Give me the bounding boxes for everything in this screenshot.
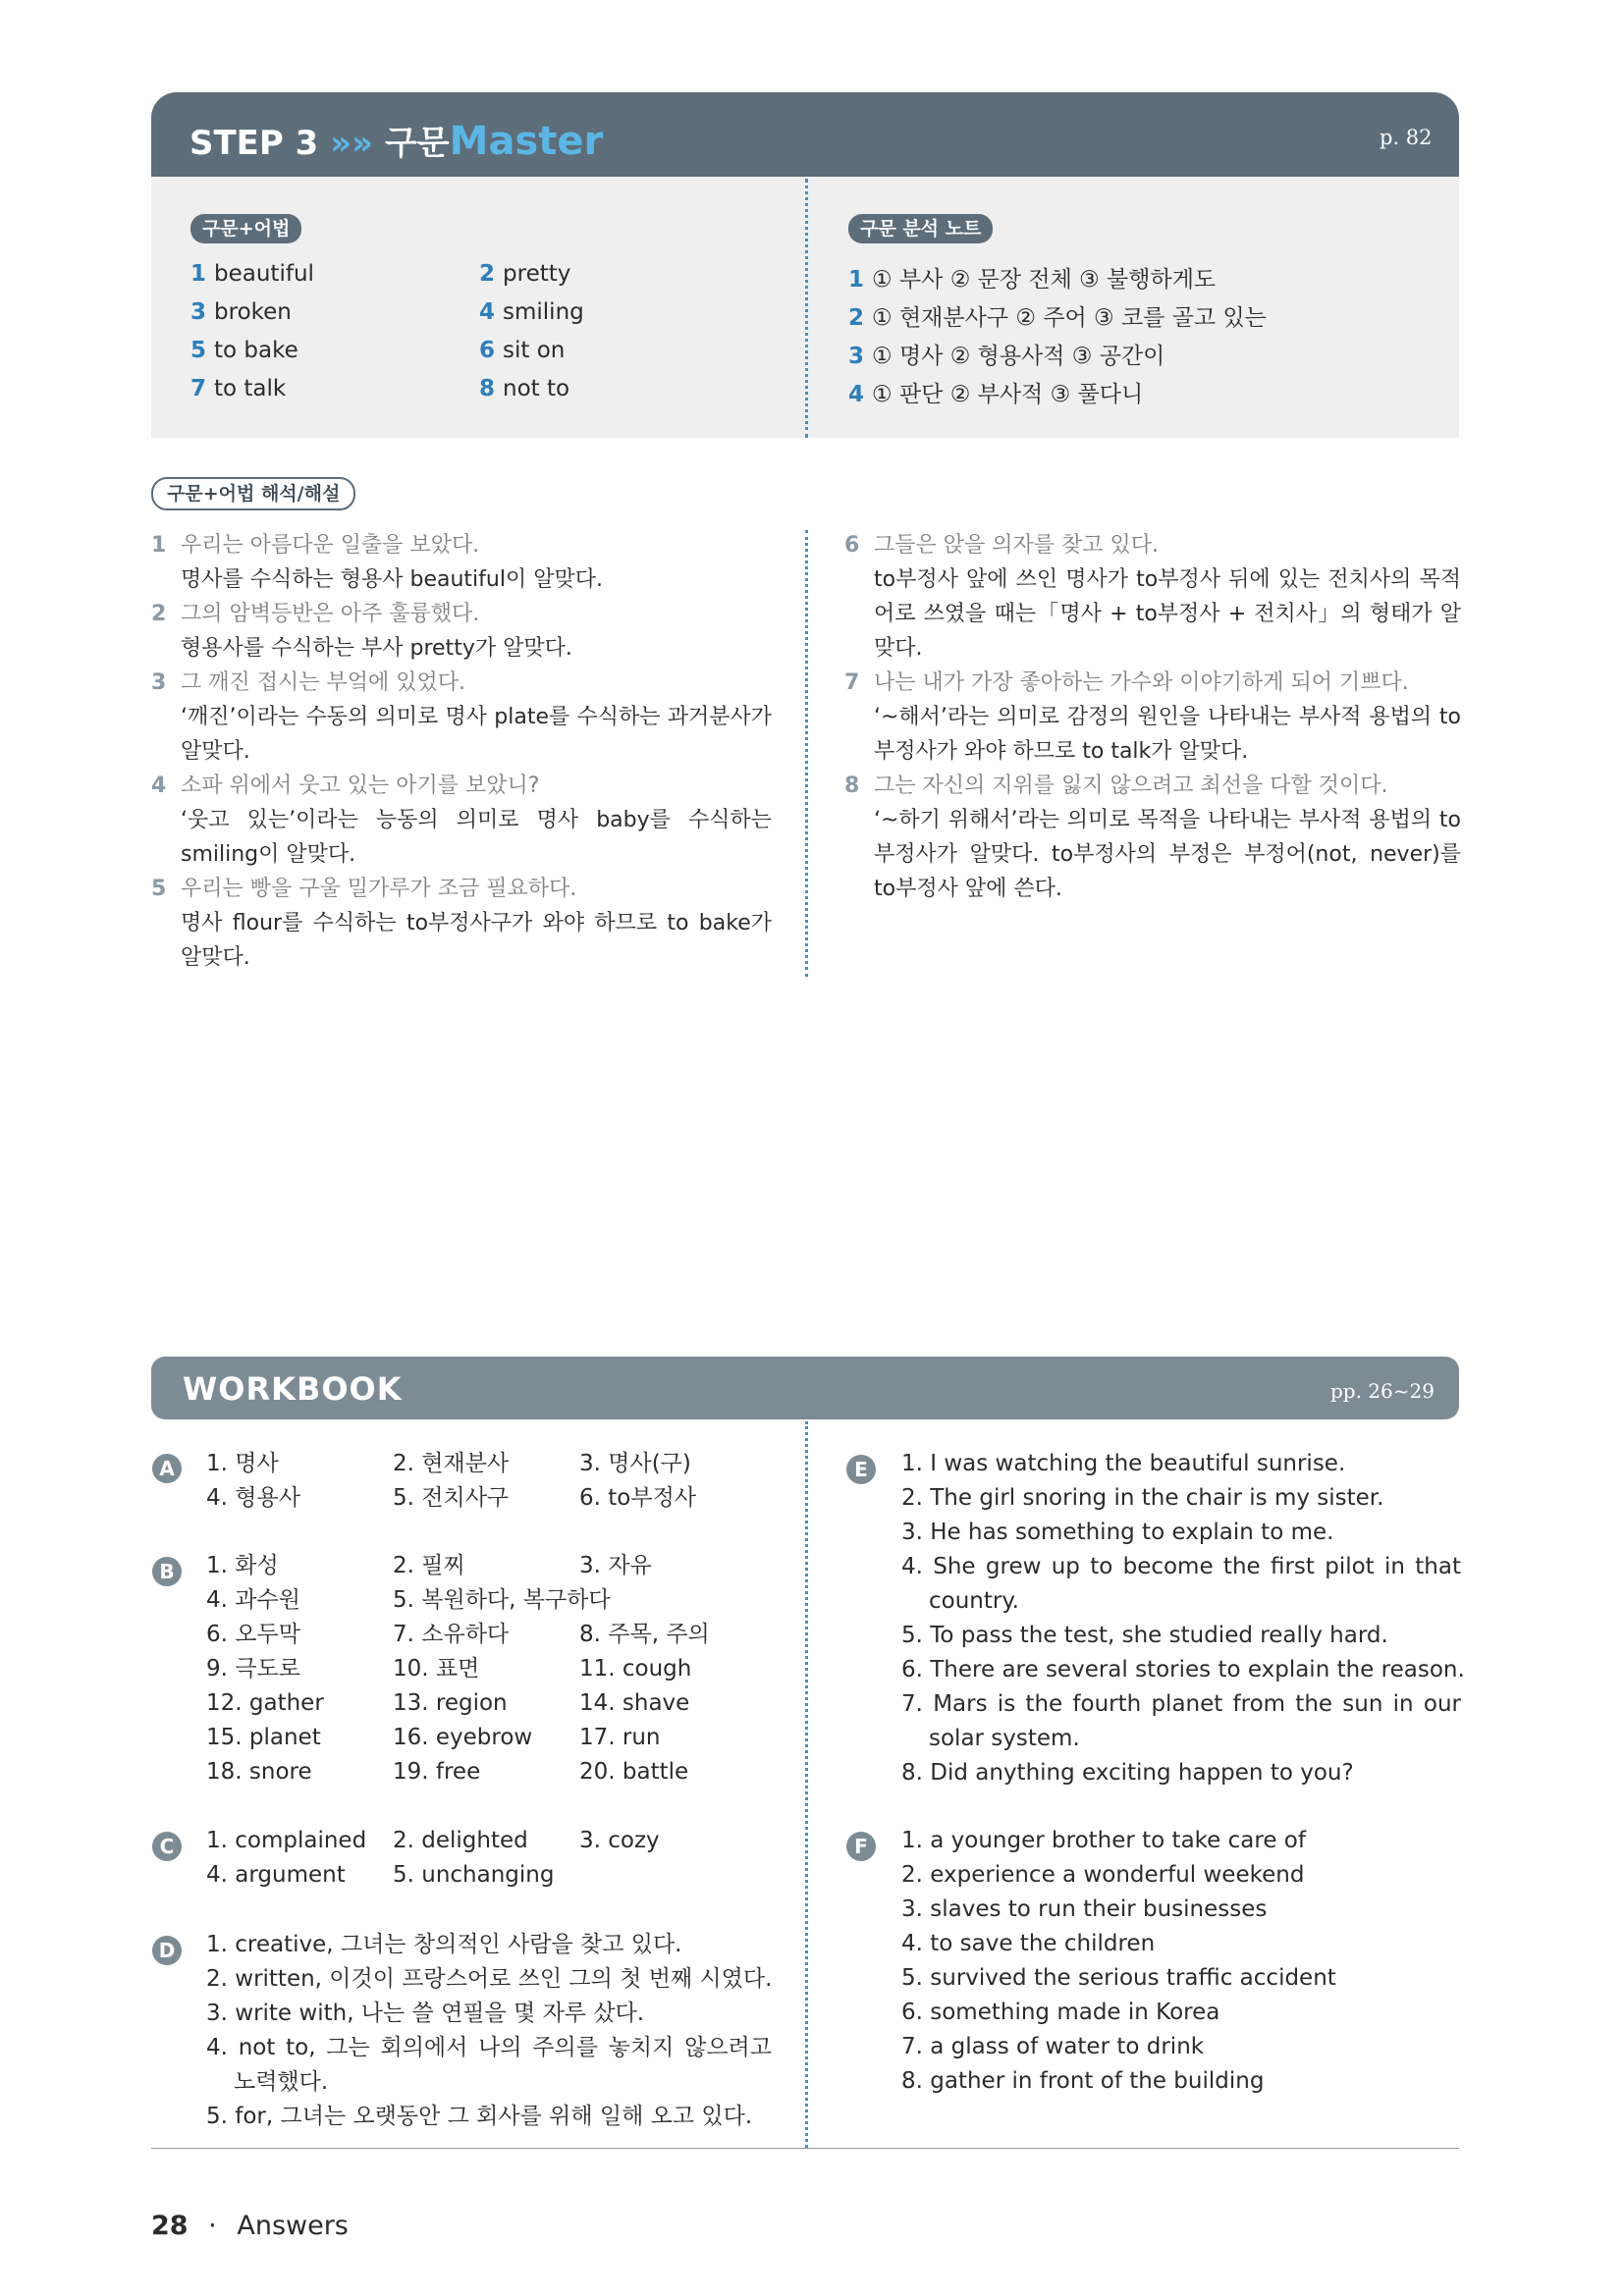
list-item: 1. complained [206, 1828, 367, 1853]
list-item: 1. a younger brother to take care of [901, 1828, 1306, 1853]
grammar-answer: 2 pretty [479, 261, 571, 287]
list-item: 1. 화성 [206, 1553, 279, 1578]
step3-title [189, 116, 603, 164]
list-item [579, 1583, 766, 1618]
section-c-marker: C [152, 1832, 182, 1861]
commentary-item: 1 우리는 아름다운 일출을 보았다. 명사를 수식하는 형용사 beautiful이 알맞다. [151, 533, 603, 592]
list-item: 5. unchanging [393, 1862, 555, 1888]
grammar-answer: 3 broken [190, 299, 292, 325]
workbook-section-b [206, 1549, 766, 1789]
list-item: 3. 명사(구) [579, 1451, 691, 1476]
list-item: 1. I was watching the beautiful sunrise. [901, 1451, 1346, 1476]
analysis-row: 1 ① 부사 ② 문장 전체 ③ 불행하게도 [848, 267, 1217, 293]
grammar-answer: 7 to talk [190, 376, 287, 401]
list-item: 4. argument [206, 1862, 346, 1888]
footer-separator: · [208, 2211, 217, 2241]
commentary-item: 7 나는 내가 가장 좋아하는 가수와 이야기하게 되어 기쁘다. ‘~해서’라는 의미로 감정의 원인을 나타내는 부사적 용법의 to부정사가 와야 하므로 to talk가 알맞다. [844, 670, 1461, 764]
list-item: 1. 명사 [206, 1451, 279, 1476]
list-item: 2. The girl snoring in the chair is my sister. [901, 1485, 1384, 1511]
list-item: 9. 극도로 [206, 1656, 300, 1682]
step-korean-title: 구문 [384, 124, 450, 163]
list-item: 17. run [579, 1725, 661, 1750]
workbook-divider [805, 1421, 808, 2148]
list-item: 1. creative, 그녀는 창의적인 사람을 찾고 있다. [206, 1932, 682, 1957]
step-english-title: Master [449, 119, 604, 164]
step3-divider [805, 179, 808, 438]
step-label: STEP 3 [189, 124, 319, 163]
workbook-section-a [206, 1447, 766, 1516]
list-item: 3. 자유 [579, 1553, 652, 1578]
list-item: 4. not to, 그는 회의에서 나의 주의를 놓치지 않으려고 노력했다. [206, 2035, 772, 2095]
analysis-row: 2 ① 현재분사구 ② 주어 ③ 코를 골고 있는 [848, 305, 1267, 331]
list-item [579, 1858, 766, 1893]
section-b-marker: B [152, 1557, 182, 1586]
list-item: 12. gather [206, 1690, 324, 1716]
list-item: 6. something made in Korea [901, 2000, 1220, 2025]
footer-rule [151, 2148, 1459, 2149]
list-item: 18. snore [206, 1759, 312, 1785]
list-item: 7. 소유하다 [393, 1622, 510, 1647]
workbook-section-c [206, 1824, 766, 1893]
footer-label: Answers [237, 2211, 349, 2241]
list-item: 7. Mars is the fourth planet from the sun in our solar system. [901, 1691, 1461, 1751]
section-e-marker: E [846, 1455, 876, 1484]
grammar-answer: 5 to bake [190, 338, 298, 363]
commentary-badge: 구문+어법 해석/해설 [151, 477, 355, 510]
section-a-marker: A [152, 1454, 182, 1483]
commentary-item: 6 그들은 앉을 의자를 찾고 있다. to부정사 앞에 쓰인 명사가 to부정사 뒤에 있는 전치사의 목적어로 쓰였을 때는「명사 + to부정사 + 전치사」의 형태가 알맞다. [844, 533, 1461, 661]
analysis-badge: 구문 분석 노트 [848, 214, 993, 243]
list-item: 15. planet [206, 1725, 321, 1750]
list-item: 19. free [393, 1759, 481, 1785]
list-item: 5. for, 그녀는 오랫동안 그 회사를 위해 일해 오고 있다. [206, 2104, 753, 2129]
list-item: 14. shave [579, 1690, 690, 1716]
list-item: 4. to save the children [901, 1931, 1156, 1956]
grammar-badge: 구문+어법 [190, 214, 301, 243]
grammar-answer: 8 not to [479, 376, 570, 401]
list-item: 3. He has something to explain to me. [901, 1520, 1334, 1545]
list-item: 7. a glass of water to drink [901, 2034, 1205, 2059]
list-item: 2. written, 이것이 프랑스어로 쓰인 그의 첫 번째 시였다. [206, 1966, 773, 1992]
workbook-title: WORKBOOK [183, 1370, 403, 1408]
grammar-answer: 4 smiling [479, 299, 584, 325]
analysis-row: 3 ① 명사 ② 형용사적 ③ 공간이 [848, 344, 1165, 369]
list-item: 4. 과수원 [206, 1587, 300, 1613]
list-item: 6. to부정사 [579, 1485, 696, 1511]
list-item: 4. She grew up to become the first pilot in that country. [901, 1554, 1461, 1614]
double-chevron-icon: »» [330, 124, 374, 163]
workbook-section-d [206, 1928, 772, 2134]
list-item: 13. region [393, 1690, 508, 1716]
commentary-item: 5 우리는 빵을 구울 밀가루가 조금 필요하다. 명사 flour를 수식하는 to부정사구가 와야 하므로 to bake가 알맞다. [151, 877, 772, 970]
list-item: 3. cozy [579, 1828, 660, 1853]
page-footer [151, 2211, 349, 2241]
list-item: 5. 복원하다, 복구하다 [393, 1587, 611, 1613]
list-item: 5. To pass the test, she studied really hard. [901, 1623, 1388, 1648]
list-item: 16. eyebrow [393, 1725, 533, 1750]
list-item: 6. 오두막 [206, 1622, 300, 1647]
list-item: 5. survived the serious traffic accident [901, 1965, 1336, 1991]
list-item: 10. 표면 [393, 1656, 480, 1682]
list-item: 8. gather in front of the building [901, 2068, 1265, 2094]
list-item: 11. cough [579, 1656, 692, 1682]
list-item: 8. Did anything exciting happen to you? [901, 1760, 1354, 1786]
commentary-item: 2 그의 암벽등반은 아주 훌륭했다. 형용사를 수식하는 부사 pretty가 알맞다. [151, 602, 572, 661]
commentary-left [151, 528, 772, 975]
list-item: 6. There are several stories to explain the reason. [901, 1657, 1465, 1682]
commentary-item: 4 소파 위에서 웃고 있는 아기를 보았니? ‘웃고 있는’이라는 능동의 의미로 명사 baby를 수식하는 smiling이 알맞다. [151, 774, 772, 867]
page-number: 28 [151, 2211, 189, 2241]
list-item: 3. write with, 나는 쓸 연필을 몇 자루 샀다. [206, 2001, 645, 2026]
commentary-item: 8 그는 자신의 지위를 잃지 않으려고 최선을 다할 것이다. ‘~하기 위해서’라는 의미로 목적을 나타내는 부사적 용법의 to부정사가 알맞다. to부정사의 부정은 부정어(not, never)를 to부정사 앞에 쓴다. [844, 774, 1461, 901]
section-d-marker: D [152, 1936, 182, 1965]
grammar-answer: 6 sit on [479, 338, 566, 363]
step3-page-ref: p. 82 [1380, 126, 1433, 149]
list-item: 5. 전치사구 [393, 1485, 510, 1511]
workbook-page-ref: pp. 26~29 [1330, 1379, 1435, 1403]
list-item: 20. battle [579, 1759, 689, 1785]
list-item: 2. delighted [393, 1828, 528, 1853]
list-item: 4. 형용사 [206, 1485, 300, 1511]
workbook-section-f [901, 1824, 1461, 2099]
workbook-section-e [901, 1447, 1465, 1790]
commentary-divider [805, 530, 808, 977]
commentary-item: 3 그 깨진 접시는 부엌에 있었다. ‘깨진’이라는 수동의 의미로 명사 plate를 수식하는 과거분사가 알맞다. [151, 670, 772, 764]
list-item: 2. experience a wonderful weekend [901, 1862, 1305, 1888]
list-item: 2. 현재분사 [393, 1451, 510, 1476]
list-item: 2. 필찌 [393, 1553, 465, 1578]
analysis-row: 4 ① 판단 ② 부사적 ③ 풀다니 [848, 382, 1144, 407]
list-item: 8. 주목, 주의 [579, 1622, 710, 1647]
commentary-right [844, 528, 1461, 906]
list-item: 3. slaves to run their businesses [901, 1896, 1268, 1922]
grammar-answer: 1 beautiful [190, 261, 314, 287]
section-f-marker: F [846, 1832, 876, 1861]
